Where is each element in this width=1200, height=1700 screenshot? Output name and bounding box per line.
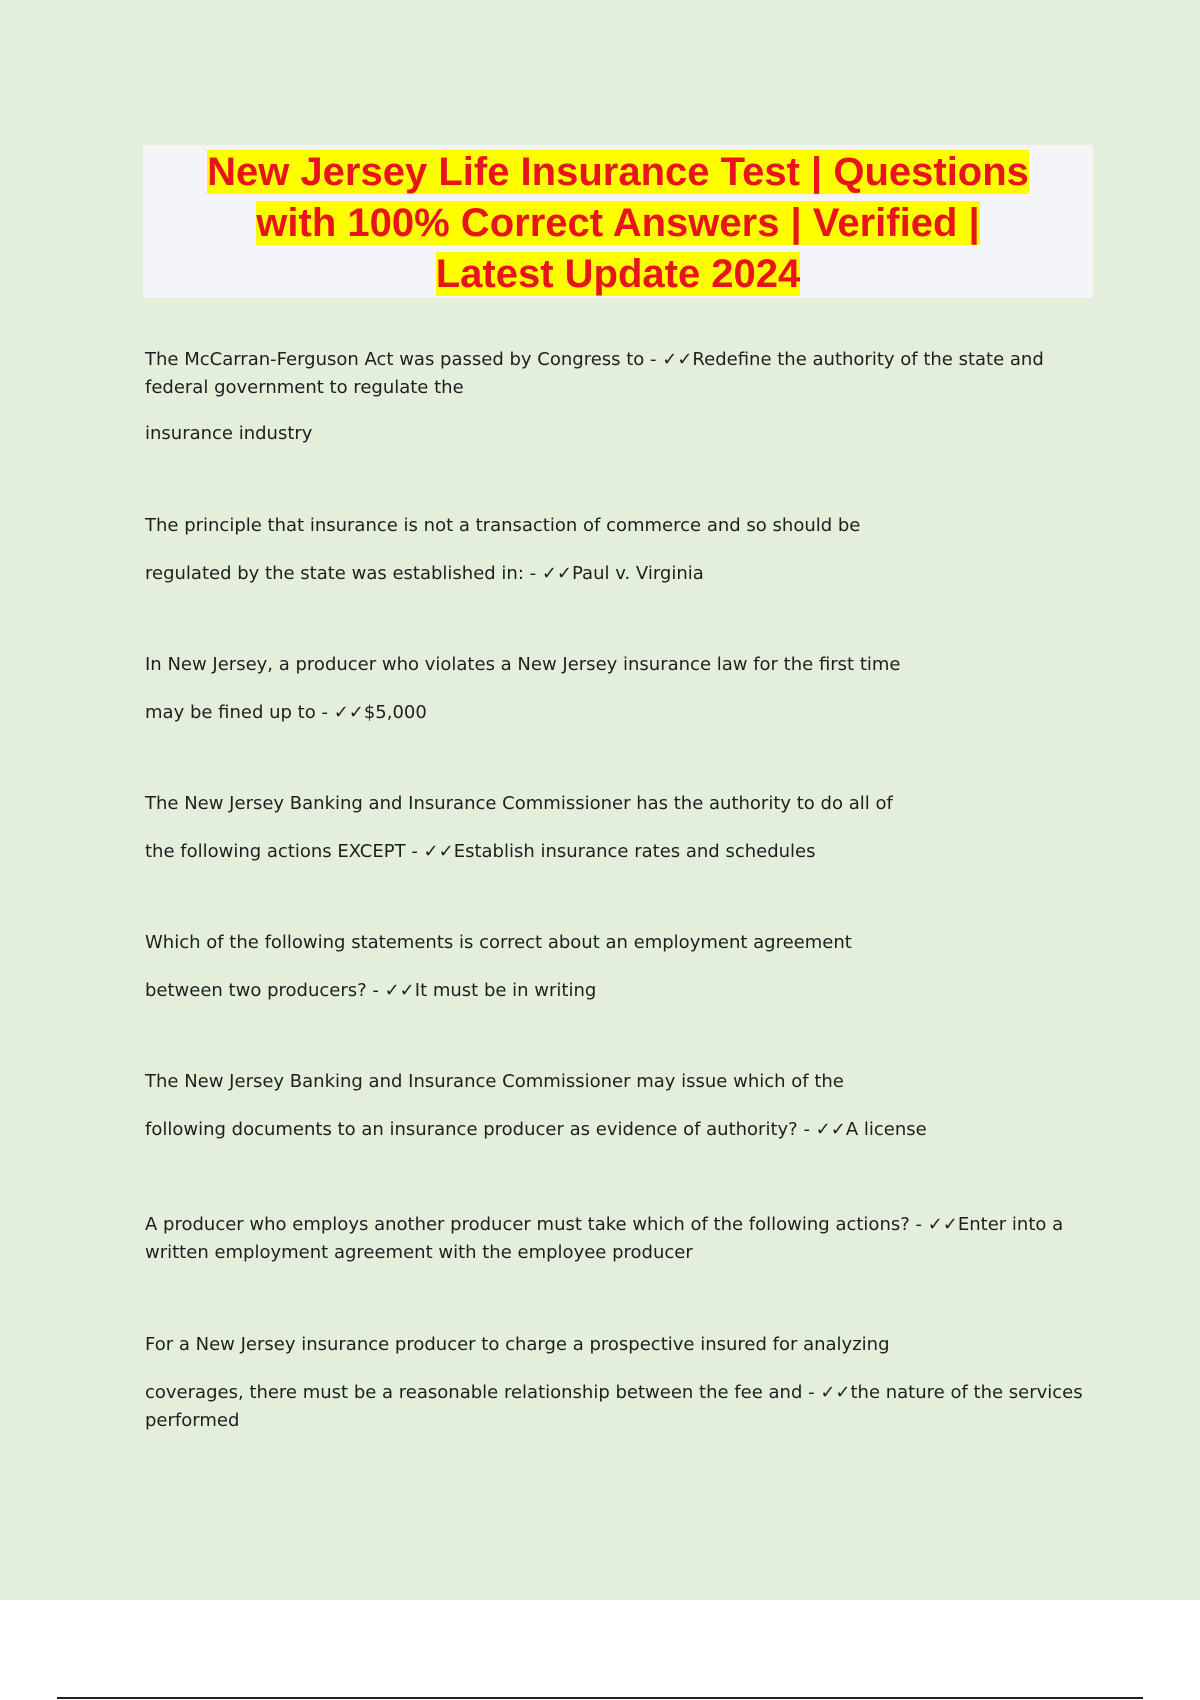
qa-line: The McCarran-Ferguson Act was passed by Congress to - ✓✓Redefine the authority of the state and federal government to regulate the — [145, 349, 1044, 398]
qa-item — [145, 1331, 1090, 1435]
qa-item — [145, 346, 1090, 448]
qa-line: coverages, there must be a reasonable relationship between the fee and - ✓✓the nature of the services performed — [145, 1382, 1083, 1431]
qa-line: following documents to an insurance producer as evidence of authority? - ✓✓A license — [145, 1119, 927, 1140]
qa-item — [145, 651, 1090, 727]
title-line-1: New Jersey Life Insurance Test | Questions — [207, 150, 1029, 194]
qa-item — [145, 1211, 1090, 1267]
qa-line: may be fined up to - ✓✓$5,000 — [145, 702, 427, 723]
title-line-2: with 100% Correct Answers | Verified | — [256, 201, 980, 245]
qa-item — [145, 790, 1090, 866]
qa-item — [145, 929, 1090, 1005]
qa-line: between two producers? - ✓✓It must be in writing — [145, 980, 597, 1001]
qa-line: the following actions EXCEPT - ✓✓Establish insurance rates and schedules — [145, 841, 816, 862]
qa-line: The principle that insurance is not a transaction of commerce and so should be — [145, 515, 861, 536]
document-title — [143, 145, 1093, 300]
qa-line: In New Jersey, a producer who violates a New Jersey insurance law for the first time — [145, 654, 901, 675]
qa-line: The New Jersey Banking and Insurance Commissioner may issue which of the — [145, 1071, 844, 1092]
title-line-3: Latest Update 2024 — [435, 252, 801, 296]
title-box — [143, 145, 1093, 298]
qa-line: A producer who employs another producer must take which of the following actions? - ✓✓Enter into a written employment agreement with the employee producer — [145, 1214, 1064, 1263]
qa-item — [145, 1068, 1090, 1144]
qa-line: The New Jersey Banking and Insurance Commissioner has the authority to do all of — [145, 793, 893, 814]
qa-item — [145, 512, 1090, 588]
qa-line: regulated by the state was established in: - ✓✓Paul v. Virginia — [145, 563, 704, 584]
qa-line: insurance industry — [145, 423, 313, 444]
qa-line: Which of the following statements is correct about an employment agreement — [145, 932, 852, 953]
footer-divider — [57, 1697, 1143, 1699]
qa-line: For a New Jersey insurance producer to charge a prospective insured for analyzing — [145, 1334, 890, 1355]
